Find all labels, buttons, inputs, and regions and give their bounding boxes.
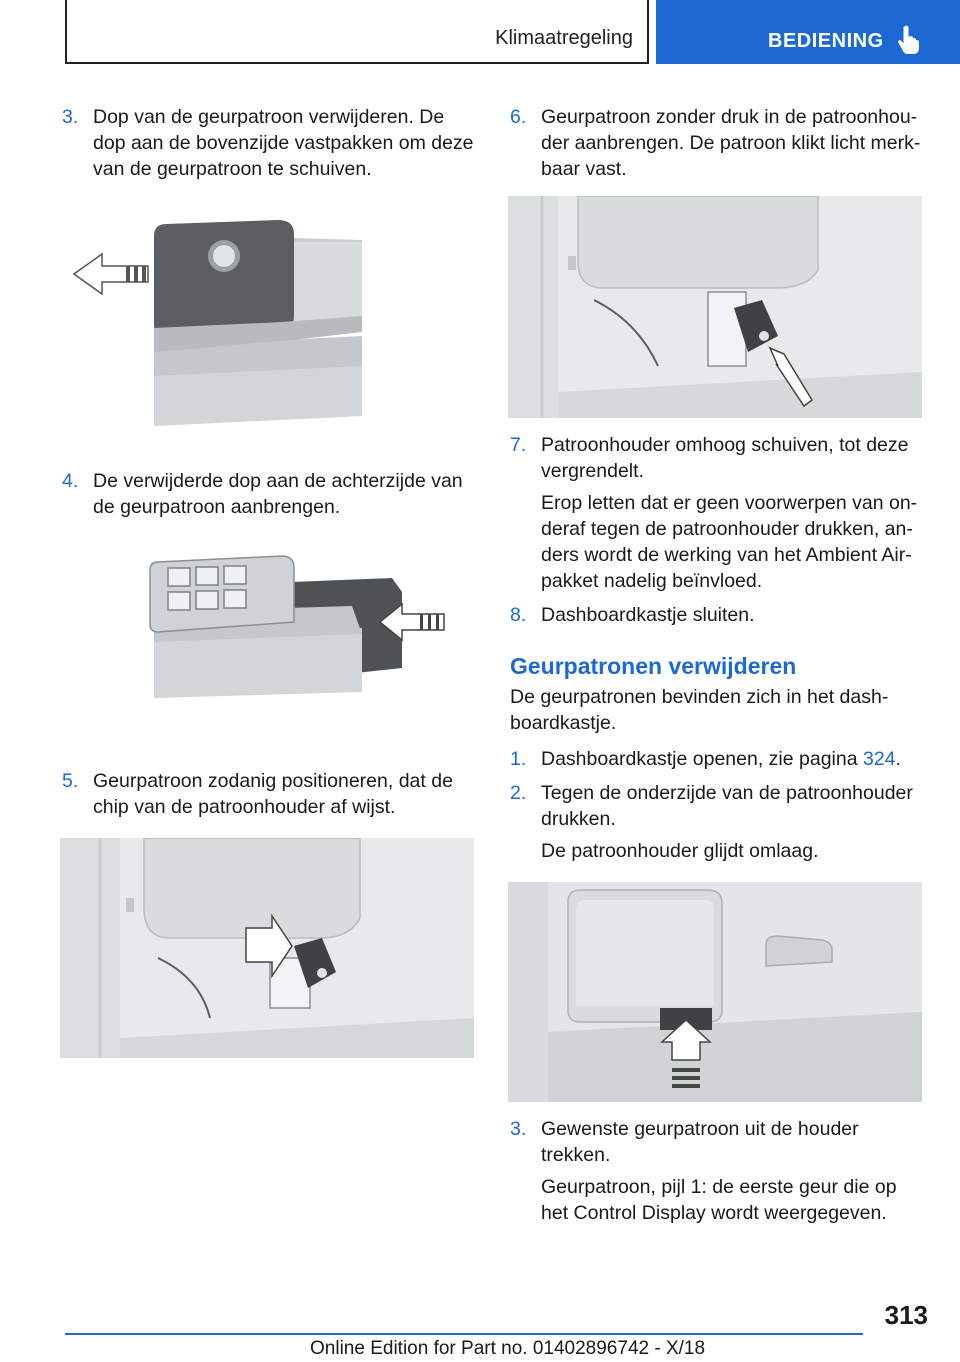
step-text-after-link: .: [895, 748, 901, 770]
hand-pointer-icon: [896, 24, 922, 54]
section-intro: De geurpatronen bevinden zich in het dashboardkastje.: [510, 686, 889, 734]
header-chapter-box[interactable]: [656, 0, 960, 64]
figure-press-holder: [508, 882, 922, 1102]
illustration-attach-cap: [62, 542, 480, 742]
illustration-glovebox-insert: [60, 838, 474, 1058]
step-number: 3.: [62, 106, 79, 128]
step-number: 8.: [510, 604, 527, 626]
footer-divider: [65, 1333, 863, 1335]
step-text: [541, 746, 928, 772]
step-number: 7.: [510, 434, 527, 456]
step-note: De patroonhouder glijdt omlaag.: [541, 840, 819, 862]
step-text-before-link: Dashboardkastje openen, zie pagina: [541, 748, 863, 770]
step-4: [62, 468, 480, 520]
footer-edition: Online Edition for Part no. 01402896742 - X/18: [310, 1338, 706, 1359]
illustration-holder-insert: [508, 196, 922, 418]
illustration-remove-cap: [62, 196, 480, 446]
step-8: [510, 602, 928, 628]
figure-position-cartridge: [60, 838, 474, 1058]
step-text: Geurpatroon zonder druk in de patroonhouder aanbrengen. De patroon klikt licht merkbaar vast.: [541, 106, 921, 180]
section-title: Geurpatronen verwijderen: [510, 653, 797, 679]
removal-step-3: [510, 1116, 928, 1226]
step-text: Geurpatroon zodanig positioneren, dat de chip van de patroonhouder af wijst.: [93, 770, 453, 818]
step-number: 2.: [510, 782, 527, 804]
step-text: Patroonhouder omhoog schuiven, tot deze vergrendelt.: [541, 434, 909, 482]
figure-insert-cartridge: [508, 196, 922, 418]
step-number: 4.: [62, 470, 79, 492]
step-note: Erop letten dat er geen voorwerpen van onderaf tegen de patroonhouder drukken, anders wordt de werking van het Ambient Airpakket nadelig beïnvloed.: [541, 492, 918, 592]
step-text: Dashboardkastje sluiten.: [541, 604, 755, 626]
step-7: [510, 432, 928, 594]
header-section-box: [65, 0, 649, 64]
step-text: Dop van de geurpatroon verwijderen. De dop aan de bovenzijde vastpakken om deze van de geurpatroon te schuiven.: [93, 106, 474, 180]
step-number: 3.: [510, 1118, 527, 1140]
removal-step-2: [510, 780, 928, 864]
step-number: 6.: [510, 106, 527, 128]
step-number: 5.: [62, 770, 79, 792]
header-section-title: Klimaatregeling: [495, 27, 633, 49]
page-link[interactable]: 324: [862, 748, 896, 770]
left-column: [62, 104, 480, 1058]
step-number: 1.: [510, 748, 527, 770]
right-column: [510, 104, 928, 1226]
step-text: De verwijderde dop aan de achterzijde van de geurpatroon aanbrengen.: [93, 470, 463, 518]
step-6: [510, 104, 928, 182]
page-number: 313: [884, 1300, 928, 1330]
illustration-press-holder: [508, 882, 922, 1102]
figure-attach-cap: [62, 542, 480, 742]
step-text: Tegen de onderzijde van de patroonhouder drukken.: [541, 782, 913, 830]
step-note: Geurpatroon, pijl 1: de eerste geur die op het Control Display wordt weergegeven.: [541, 1176, 897, 1224]
removal-step-1: [510, 746, 928, 772]
figure-remove-cap: [62, 196, 480, 446]
step-3: [62, 104, 480, 182]
header-chapter-title: BEDIENING: [768, 30, 884, 52]
step-text: Gewenste geurpatroon uit de houder trekken.: [541, 1118, 859, 1166]
step-5: [62, 768, 480, 820]
